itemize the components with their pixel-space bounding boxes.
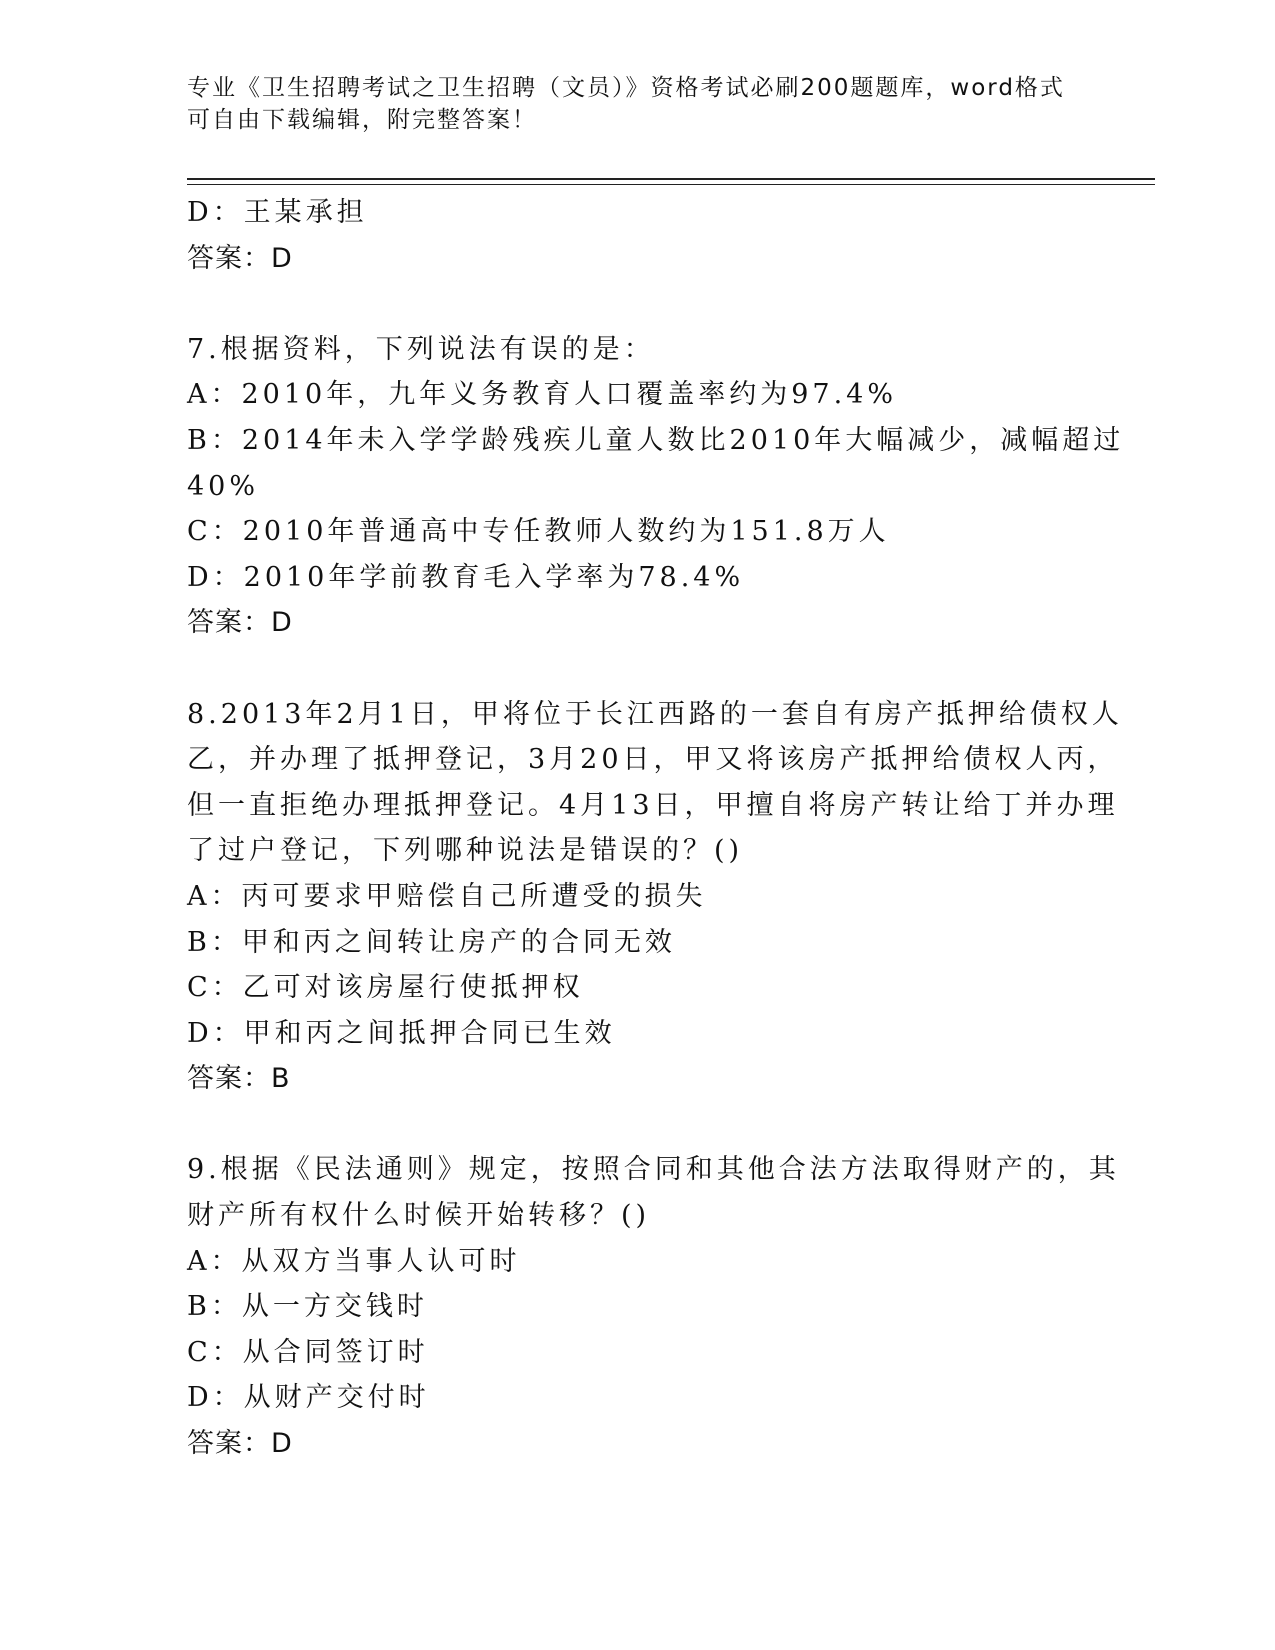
option-c: C：乙可对该房屋行使抵押权 [187, 972, 584, 1004]
question-list [187, 190, 1125, 1467]
question-stem: 乙，并办理了抵押登记，3月20日，甲又将该房产抵押给债权人丙， [187, 744, 1119, 776]
answer: 答案：D [187, 607, 293, 639]
document-header [187, 72, 1087, 136]
option-d: D：甲和丙之间抵押合同已生效 [187, 1017, 616, 1049]
question-stem: 了过户登记，下列哪种说法是错误的？() [187, 835, 744, 867]
spacer [187, 646, 1087, 692]
question-stem: 8.2013年2月1日，甲将位于长江西路的一套自有房产抵押给债权人 [187, 698, 1123, 730]
answer: 答案：D [187, 242, 293, 274]
question-8 [187, 692, 1123, 1102]
header-line-2: 可自由下载编辑，附完整答案！ [187, 107, 537, 133]
header-divider-thin [187, 184, 1155, 185]
option-d: D：从财产交付时 [187, 1382, 430, 1414]
question-7 [187, 327, 1125, 646]
option-b: B：从一方交钱时 [187, 1291, 428, 1323]
option-a: A：从双方当事人认可时 [187, 1245, 521, 1277]
answer: 答案：D [187, 1428, 293, 1460]
option-c: C：从合同签订时 [187, 1336, 429, 1368]
option-c: C：2010年普通高中专任教师人数约为151.8万人 [187, 516, 890, 548]
question-9 [187, 1147, 1120, 1466]
question-stem: 9.根据《民法通则》规定，按照合同和其他合法方法取得财产的，其 [187, 1154, 1120, 1186]
spacer [187, 1102, 1087, 1148]
option-b: B：甲和丙之间转让房产的合同无效 [187, 926, 676, 958]
option-b-continued: 40% [187, 470, 260, 502]
question-stem: 7.根据资料，下列说法有误的是： [187, 333, 655, 365]
option-b: B：2014年未入学学龄残疾儿童人数比2010年大幅减少，减幅超过 [187, 424, 1125, 456]
header-line-1: 专业《卫生招聘考试之卫生招聘（文员）》资格考试必刷200题题库，word格式 [187, 75, 1065, 101]
header-divider [187, 178, 1155, 180]
option-a: A：丙可要求甲赔偿自己所遭受的损失 [187, 880, 707, 912]
option-d: D：王某承担 [187, 197, 368, 228]
question-stem: 财产所有权什么时候开始转移？() [187, 1200, 651, 1232]
answer: 答案：B [187, 1063, 291, 1095]
option-d: D：2010年学前教育毛入学率为78.4% [187, 561, 745, 593]
option-a: A：2010年，九年义务教育人口覆盖率约为97.4% [187, 379, 897, 411]
question-stem: 但一直拒绝办理抵押登记。4月13日，甲擅自将房产转让给丁并办理 [187, 789, 1119, 821]
spacer [187, 281, 1087, 327]
